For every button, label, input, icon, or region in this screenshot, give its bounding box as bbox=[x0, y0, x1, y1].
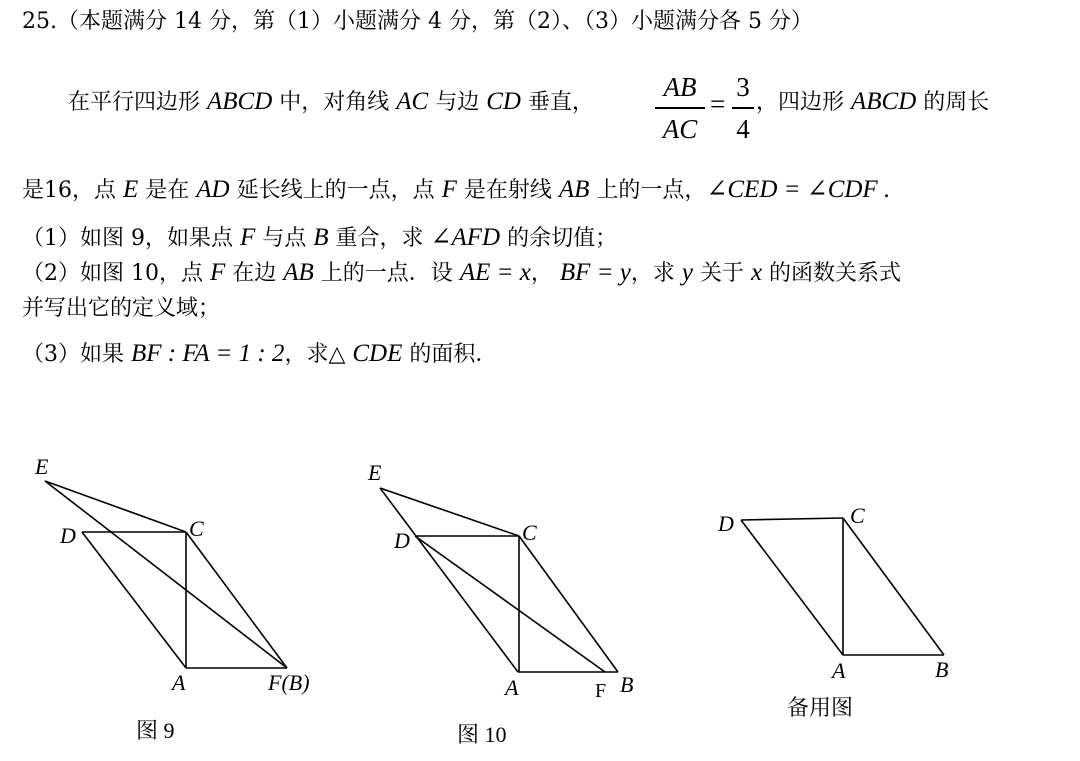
fig9-segment-cb bbox=[186, 532, 287, 668]
fig9-segment-ef bbox=[45, 481, 287, 668]
fig10-label-e: E bbox=[368, 460, 382, 485]
q2-text-e: ，求 bbox=[630, 261, 682, 286]
fig9-caption: 图 9 bbox=[136, 718, 175, 743]
intro-text-a: 在平行四边形 bbox=[68, 90, 207, 115]
figure-spare bbox=[741, 518, 944, 655]
intro-text-d: 垂直， bbox=[520, 90, 594, 115]
fig10-label-b: B bbox=[620, 672, 634, 697]
fig10-label-d: D bbox=[394, 528, 410, 553]
fig9-segment-da bbox=[82, 532, 186, 668]
line3-text-d: 是在射线 bbox=[456, 178, 559, 203]
fig9-label-c: C bbox=[189, 516, 204, 541]
fig10-label-a: A bbox=[505, 675, 519, 700]
var-ad: AD bbox=[196, 176, 230, 203]
figure-spare-labels bbox=[717, 503, 948, 683]
spare-label-c: C bbox=[850, 503, 865, 528]
fraction-numerator: AB bbox=[663, 72, 697, 102]
q2-ae: AE = x bbox=[459, 259, 531, 286]
var-abcd-2: ABCD bbox=[851, 88, 917, 115]
fraction-denominator: AC bbox=[662, 114, 698, 144]
q1-text-a: （1）如图 9，如果点 bbox=[22, 226, 240, 251]
fig10-label-c: C bbox=[522, 520, 537, 545]
intro-text-e: ，四边形 bbox=[756, 90, 851, 115]
q3-ratio: BF : FA = 1 : 2 bbox=[131, 340, 285, 367]
figure-10 bbox=[380, 488, 618, 672]
spare-label-b: B bbox=[935, 657, 949, 682]
var-cd: CD bbox=[486, 88, 521, 115]
angle-equation: ∠CED = ∠CDF . bbox=[706, 176, 891, 203]
q1-angle: ∠AFD bbox=[430, 224, 501, 251]
line3-text-b: 是在 bbox=[138, 178, 197, 203]
q2-text-f: 关于 bbox=[692, 261, 751, 286]
line3-text-e: 上的一点， bbox=[589, 178, 707, 203]
figure-9-labels bbox=[34, 454, 310, 695]
fig10-caption: 图 10 bbox=[457, 722, 507, 747]
figure-9 bbox=[45, 481, 287, 668]
var-e: E bbox=[123, 176, 139, 203]
spare-segment-da bbox=[741, 520, 843, 655]
fig9-label-d: D bbox=[60, 523, 76, 548]
problem-header: 25.（本题满分 14 分，第（1）小题满分 4 分，第（2）、（3）小题满分各 5 分） bbox=[22, 9, 813, 34]
q2-var-ab: AB bbox=[283, 259, 314, 286]
q3-text-b: ，求△ bbox=[284, 342, 353, 367]
q2-text-c: 上的一点．设 bbox=[313, 261, 460, 286]
intro-text-c: 与边 bbox=[428, 90, 487, 115]
q2-var-x: x bbox=[750, 259, 763, 286]
fig9-label-e: E bbox=[35, 454, 49, 479]
fig10-segment-df bbox=[415, 536, 605, 672]
fig9-label-a: A bbox=[172, 670, 186, 695]
var-abcd: ABCD bbox=[207, 88, 273, 115]
q3-text-c: 的面积． bbox=[402, 342, 498, 367]
line3-text-c: 延长线上的一点，点 bbox=[229, 178, 442, 203]
spare-segment-dc bbox=[741, 518, 843, 520]
spare-caption: 备用图 bbox=[787, 695, 854, 720]
q1-text-c: 重合，求 bbox=[328, 226, 431, 251]
q3-cde: CDE bbox=[352, 340, 403, 367]
var-f: F bbox=[441, 176, 457, 203]
q2-var-f: F bbox=[209, 259, 226, 286]
q1-text-d: 的余切值； bbox=[500, 226, 618, 251]
q2-text-a: （2）如图 10，点 bbox=[22, 261, 210, 286]
line3-text-a: 是16，点 bbox=[22, 178, 123, 203]
var-ac: AC bbox=[396, 88, 429, 115]
intro-text-b: 中，对角线 bbox=[272, 90, 397, 115]
equals-sign: = bbox=[710, 89, 726, 119]
q3-text-a: （3）如果 bbox=[22, 342, 131, 367]
fig10-segment-cb bbox=[519, 536, 618, 672]
q1-var-f: F bbox=[239, 224, 256, 251]
intro-text-f: 的周长 bbox=[916, 90, 990, 115]
q2-text-d: ， bbox=[530, 261, 560, 286]
question-2-line2: 并写出它的定义域； bbox=[22, 296, 221, 321]
ratio-numerator: 3 bbox=[736, 72, 750, 102]
q2-text-g: 的函数关系式 bbox=[762, 261, 902, 286]
fig10-label-f: F bbox=[595, 680, 607, 702]
fig9-label-fb: F(B) bbox=[268, 670, 310, 695]
q2-var-y: y bbox=[681, 259, 693, 286]
q1-var-b: B bbox=[313, 224, 329, 251]
q2-bf: BF = y bbox=[559, 259, 631, 286]
var-ab: AB bbox=[558, 176, 590, 203]
fig10-segment-ea bbox=[380, 488, 518, 672]
spare-label-d: D bbox=[718, 511, 734, 536]
q1-text-b: 与点 bbox=[255, 226, 314, 251]
spare-label-a: A bbox=[832, 658, 846, 683]
q2-text-b: 在边 bbox=[225, 261, 284, 286]
ratio-denominator: 4 bbox=[736, 114, 750, 144]
spare-segment-cb bbox=[843, 518, 944, 655]
